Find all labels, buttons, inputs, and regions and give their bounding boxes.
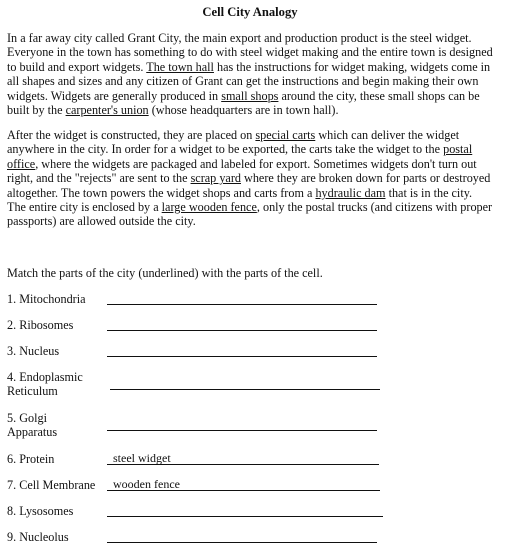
text-run: (whose headquarters are in town hall). bbox=[148, 103, 339, 118]
answer-blank-endoplasmic-reticulum[interactable] bbox=[110, 389, 380, 390]
underlined-term-wooden-fence: large wooden fence bbox=[161, 200, 257, 215]
text-run: In a far away city called Grant City, the main export and production product is the steel widget. Everyone in the town has something to do with steel widget making and the entire town is designed to build and export widgets. bbox=[7, 31, 493, 74]
answer-blank-golgi-apparatus[interactable] bbox=[107, 430, 377, 431]
item-label-nucleus: 3. Nucleus bbox=[7, 344, 60, 358]
text-run: which can deliver the widget anywhere in the city. In order for a widget to be exported, the carts take the widget to the bbox=[7, 128, 460, 157]
item-label-golgi-apparatus: 5. Golgi Apparatus bbox=[7, 411, 58, 440]
story-paragraph-1 bbox=[7, 31, 493, 117]
answer-blank-nucleus[interactable] bbox=[107, 356, 377, 357]
underlined-term-scrap-yard: scrap yard bbox=[190, 171, 241, 186]
answer-blank-mitochondria[interactable] bbox=[107, 304, 377, 305]
answer-text-protein: steel widget bbox=[113, 451, 171, 465]
text-run: , where the widgets are packaged and labeled for export. Sometimes widgets don't turn out right, and the "rejects" are sent to the bbox=[7, 156, 477, 186]
item-label-lysosomes: 8. Lysosomes bbox=[7, 504, 74, 518]
item-label-protein: 6. Protein bbox=[7, 452, 55, 466]
answer-blank-ribosomes[interactable] bbox=[107, 330, 377, 331]
item-label-mitochondria: 1. Mitochondria bbox=[7, 292, 86, 306]
underlined-term-small-shops: small shops bbox=[221, 88, 279, 103]
underlined-term-postal-office: postal office bbox=[7, 142, 473, 171]
answer-text-cell-membrane: wooden fence bbox=[113, 477, 180, 491]
text-run: After the widget is constructed, they are placed on bbox=[7, 128, 256, 142]
answer-blank-lysosomes[interactable] bbox=[107, 516, 383, 517]
answer-blank-nucleolus[interactable] bbox=[107, 542, 377, 543]
item-label-cell-membrane: 7. Cell Membrane bbox=[7, 478, 96, 492]
text-run: has the instructions for widget making, widgets come in all shapes and sizes and any citizen of Grant can get the instructions and begin making their own widgets. Widgets are generally produced in bbox=[7, 59, 491, 103]
text-run: around the city, these small shops can be built by the bbox=[7, 88, 480, 118]
underlined-term-carpenters-union: carpenter's union bbox=[65, 103, 149, 118]
text-run: , only the postal trucks (and citizens with proper passports) are allowed outside the city. bbox=[7, 200, 493, 229]
item-label-ribosomes: 2. Ribosomes bbox=[7, 318, 74, 332]
story-paragraph-2 bbox=[7, 128, 493, 229]
item-label-nucleolus: 9. Nucleolus bbox=[7, 530, 69, 544]
underlined-term-special-carts: special carts bbox=[255, 128, 316, 142]
underlined-term-hydraulic-dam: hydraulic dam bbox=[315, 185, 386, 200]
page-title: Cell City Analogy bbox=[202, 5, 298, 19]
underlined-term-town-hall: The town hall bbox=[146, 59, 214, 74]
text-run: where they are broken down for parts or destroyed altogether. The town powers the widget shops and carts from a bbox=[7, 171, 491, 200]
instructions: Match the parts of the city (underlined) with the parts of the cell. bbox=[7, 266, 323, 280]
text-run: that is in the city. The entire city is enclosed by a bbox=[7, 185, 473, 215]
item-label-endoplasmic-reticulum: 4. Endoplasmic Reticulum bbox=[7, 370, 83, 399]
